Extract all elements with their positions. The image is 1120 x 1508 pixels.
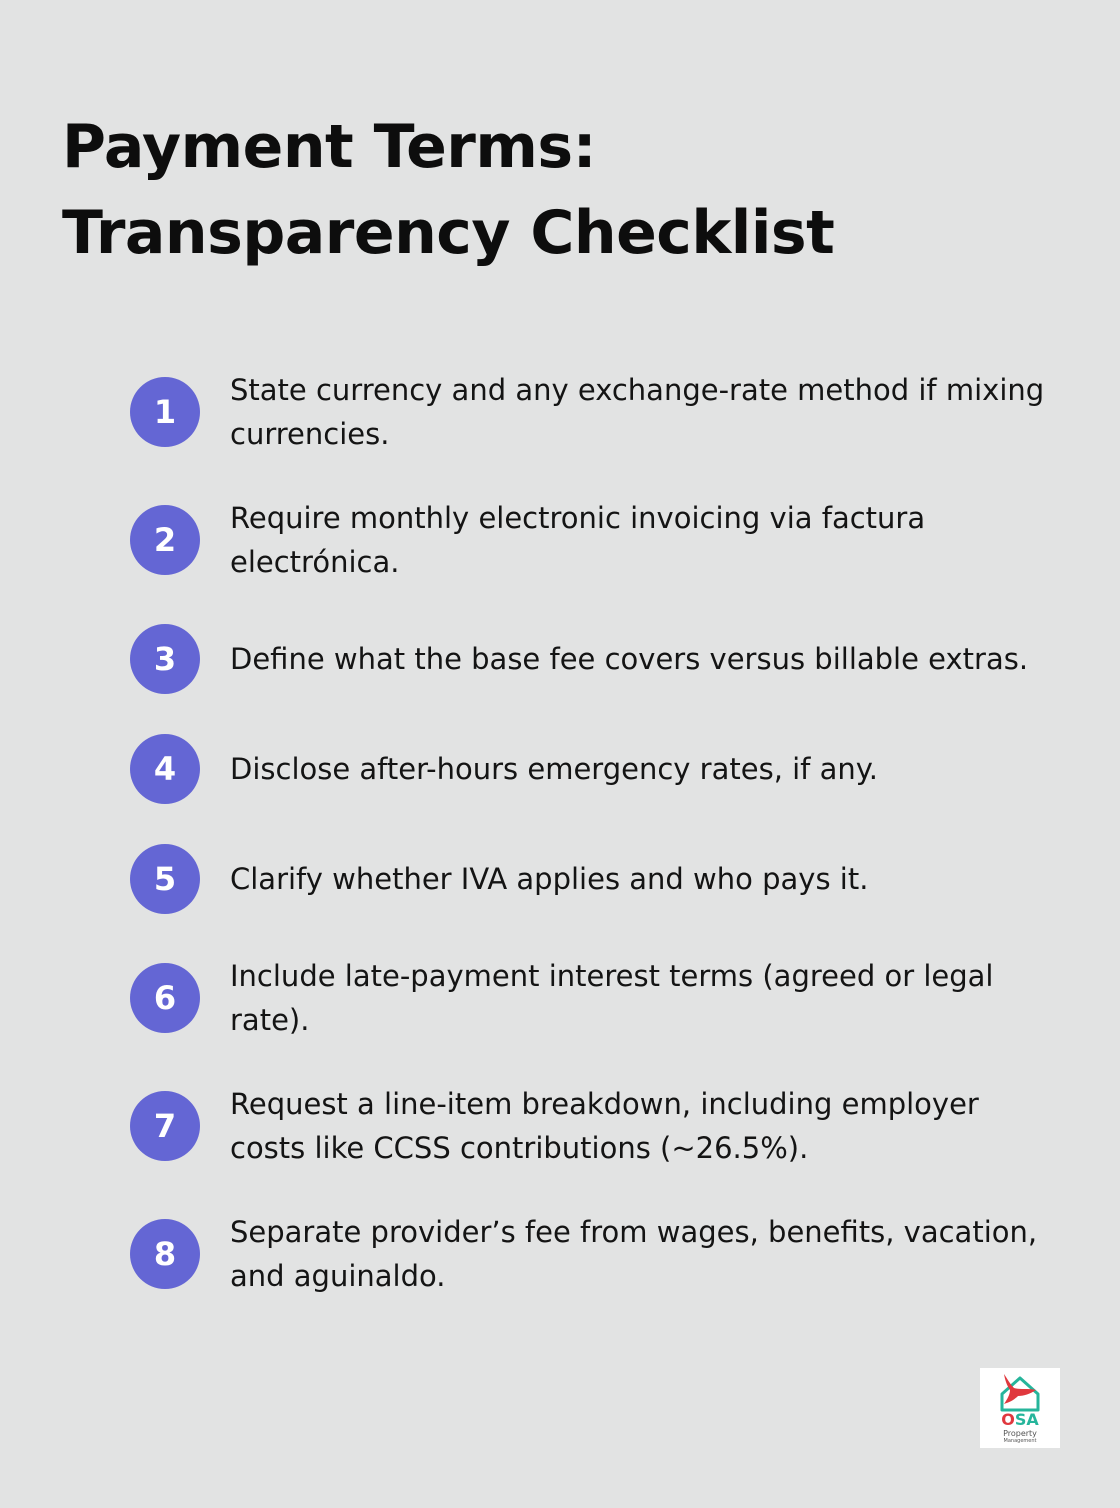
checklist-item: [130, 1210, 1060, 1298]
checklist-item: [130, 954, 1060, 1042]
step-number-badge: 7: [130, 1091, 200, 1161]
step-number-badge: 5: [130, 844, 200, 914]
step-number-badge: 8: [130, 1219, 200, 1289]
step-number-badge: 6: [130, 963, 200, 1033]
step-number-badge: 2: [130, 505, 200, 575]
checklist-item: [130, 368, 1060, 456]
step-number-badge: 1: [130, 377, 200, 447]
checklist-item-text: Clarify whether IVA applies and who pays it.: [230, 862, 869, 896]
checklist-item-text: State currency and any exchange-rate method if mixing currencies.: [230, 373, 1045, 451]
checklist-item-text: Separate provider’s fee from wages, benefits, vacation, and aguinaldo.: [230, 1215, 1038, 1293]
page-title: Payment Terms: Transparency Checklist: [62, 112, 835, 268]
step-number-badge: 3: [130, 624, 200, 694]
checklist-item: [130, 1082, 1060, 1170]
logo-brand-sa: SA: [1014, 1410, 1039, 1429]
checklist-item-text: Request a line-item breakdown, including employer costs like CCSS contributions (~26.5%).: [230, 1087, 979, 1165]
logo-subtitle-2: Management: [1003, 1438, 1037, 1444]
checklist-item: [130, 496, 1060, 584]
checklist-item-text: Disclose after-hours emergency rates, if any.: [230, 752, 879, 786]
logo-brand-o: O: [1001, 1410, 1015, 1429]
logo-subtitle: Property: [1003, 1429, 1037, 1438]
company-logo: [980, 1368, 1060, 1448]
checklist-item-text: Define what the base fee covers versus billable extras.: [230, 642, 1029, 676]
bird-house-icon: [980, 1368, 1060, 1412]
checklist-item: [130, 734, 1060, 804]
logo-brand-text: [980, 1411, 1060, 1429]
checklist-item: [130, 844, 1060, 914]
checklist-item: [130, 624, 1060, 694]
checklist-item-text: Require monthly electronic invoicing via factura electrónica.: [230, 501, 926, 579]
checklist-item-text: Include late-payment interest terms (agreed or legal rate).: [230, 959, 994, 1037]
step-number-badge: 4: [130, 734, 200, 804]
